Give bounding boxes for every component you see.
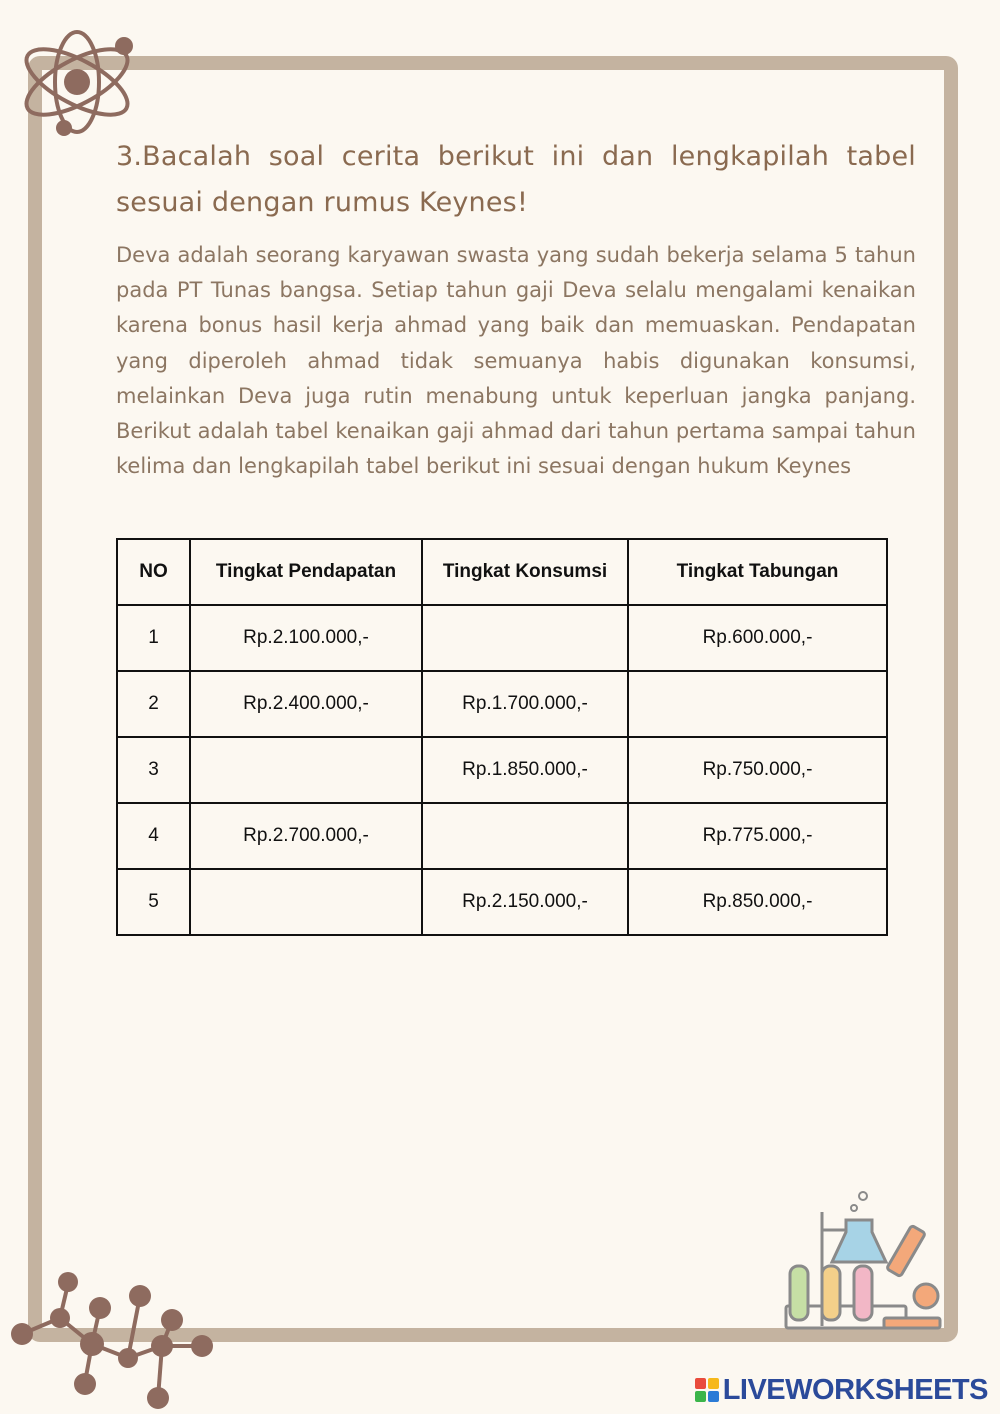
table-row (117, 869, 887, 935)
keynes-table (116, 538, 888, 936)
header-pendapatan: Tingkat Pendapatan (190, 539, 422, 605)
cell-tabungan: Rp.850.000,- (628, 869, 887, 935)
cell-pendapatan-blank[interactable] (190, 737, 422, 803)
cell-tabungan: Rp.775.000,- (628, 803, 887, 869)
cell-konsumsi-blank[interactable] (422, 803, 628, 869)
liveworksheets-logo[interactable] (695, 1374, 988, 1406)
cell-tabungan-blank[interactable] (628, 671, 887, 737)
question-title: 3.Bacalah soal cerita berikut ini dan lengkapilah tabel sesuai dengan rumus Keynes! (116, 141, 916, 218)
table-row (117, 671, 887, 737)
table-row (117, 737, 887, 803)
cell-konsumsi: Rp.1.850.000,- (422, 737, 628, 803)
cell-no: 4 (117, 803, 190, 869)
logo-badge-icon (695, 1378, 719, 1402)
cell-pendapatan: Rp.2.700.000,- (190, 803, 422, 869)
header-tabungan: Tingkat Tabungan (628, 539, 887, 605)
table-header-row (117, 539, 887, 605)
table-row (117, 605, 887, 671)
cell-tabungan: Rp.750.000,- (628, 737, 887, 803)
molecule-icon (0, 1262, 230, 1414)
table-row (117, 803, 887, 869)
brand-name: LIVEWORKSHEETS (722, 1373, 988, 1406)
cell-konsumsi-blank[interactable] (422, 605, 628, 671)
header-no: NO (117, 539, 190, 605)
header-konsumsi: Tingkat Konsumsi (422, 539, 628, 605)
lab-equipment-icon (780, 1186, 950, 1336)
cell-konsumsi: Rp.2.150.000,- (422, 869, 628, 935)
cell-no: 2 (117, 671, 190, 737)
cell-pendapatan: Rp.2.100.000,- (190, 605, 422, 671)
cell-no: 5 (117, 869, 190, 935)
story-text: Deva adalah seorang karyawan swasta yang sudah bekerja selama 5 tahun pada PT Tunas bangsa. Setiap tahun gaji Deva selalu mengalami kenaikan karena bonus hasil kerja ahmad yang baik dan memuaskan. Pendapatan yang diperoleh ahmad tidak semuanya habis digunakan konsumsi, melainkan Deva juga rutin menabung untuk keperluan jangka panjang. Berikut adalah tabel kenaikan gaji ahmad dari tahun pertama sampai tahun kelima dan lengkapilah tabel berikut ini sesuai dengan hukum Keynes (116, 243, 916, 479)
cell-no: 3 (117, 737, 190, 803)
cell-konsumsi: Rp.1.700.000,- (422, 671, 628, 737)
cell-no: 1 (117, 605, 190, 671)
atom-icon (14, 20, 144, 140)
cell-pendapatan: Rp.2.400.000,- (190, 671, 422, 737)
cell-pendapatan-blank[interactable] (190, 869, 422, 935)
cell-tabungan: Rp.600.000,- (628, 605, 887, 671)
